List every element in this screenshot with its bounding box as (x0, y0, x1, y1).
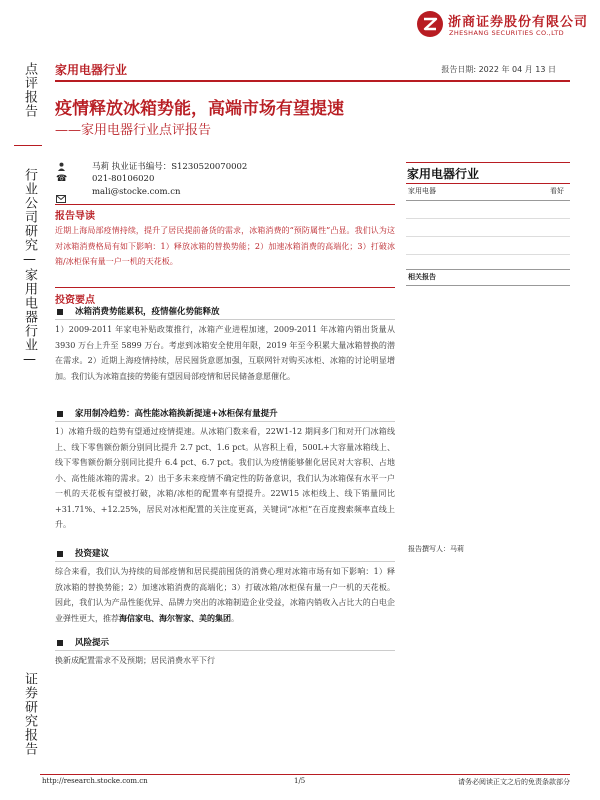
company-name-en: ZHESHANG SECURITIES CO.,LTD (449, 29, 565, 37)
person-icon (57, 162, 66, 173)
panel-line-5 (406, 269, 570, 270)
company-name: 浙商证券股份有限公司 (448, 15, 589, 30)
author-note: 报告撰写人：马莉 (408, 545, 464, 553)
footer-url[interactable]: http://research.stocke.com.cn (42, 777, 148, 785)
header-divider (55, 80, 570, 82)
analyst-phone: 021-80106020 (92, 174, 155, 184)
report-date: 报告日期: 2022 年 04 月 13 日 (441, 65, 556, 74)
bullet-point-1 (57, 309, 63, 315)
sidebar-bottom-label: 证券研究报告 (22, 672, 37, 756)
page-number: 1/5 (294, 777, 306, 785)
panel-top-rule (406, 162, 570, 163)
panel-line-2 (406, 218, 570, 219)
sidebar-divider (14, 145, 42, 146)
related-reports-rule (406, 285, 570, 286)
analyst-name: 马莉 执业证书编号：S1230520070002 (92, 162, 248, 172)
investment-heading: 投资要点 (55, 295, 95, 306)
point2-title: 家用制冷趋势：高性能冰箱换新提速+冰柜保有量提升 (75, 409, 278, 419)
sidebar-middle-label: 行业公司研究—家用电器行业— (22, 168, 37, 368)
point1-rule (55, 319, 395, 320)
point3-recommendation: 海信家电、海尔智家、美的集团 (119, 612, 231, 623)
point3-body: 综合来看，我们认为持续的局部疫情和居民提前囤货的消费心理对冰箱市场有如下影响：1）释放冰箱的替换势能；2）加速冰箱消费的高端化；3）打破冰箱/冰柜保有量一户一机的天花板。因此，我们认为产品性能优异、品牌力突出的冰箱制造企业受益，冰箱内销收入占比大的白电企业弹性更大，推荐 (55, 567, 395, 623)
panel-rating: 看好 (550, 187, 564, 195)
point1-text: 1）2009-2011 年家电补贴政策推行，冰箱产业进程加速，2009-2011 年冰箱内销出货量从 3930 万台上升至 5899 万台。考虑到冰箱安全使用年限，2019 年至今积累大量冰箱替换的潜在需求。2）近期上海疫情持续，居民囤货意愿加强，互联网针对购买冰柜、冰箱的讨论明显增加。我们认为冰箱直接的势能有望因局部疫情和居民储备意愿催化。 (55, 325, 395, 381)
report-title: 疫情释放冰箱势能，高端市场有望提速 (55, 99, 344, 119)
point3-rule (55, 561, 395, 562)
footer-disclaimer: 请务必阅读正文之后的免责条款部分 (458, 778, 570, 786)
panel-heading-rule (406, 183, 570, 184)
bullet-point-2 (57, 411, 63, 417)
summary-top-rule (55, 204, 395, 205)
bullet-point-3 (57, 551, 63, 557)
panel-category: 家用电器 (408, 187, 436, 195)
point4-rule (55, 650, 395, 651)
panel-line-3 (406, 236, 570, 237)
summary-text: 近期上海局部疫情持续，提升了居民提前备货的需求，冰箱消费的“预防属性”凸显。我们认为这对冰箱消费格局有如下影响：1）释放冰箱的替换势能；2）加速冰箱消费的高端化；3）打破冰箱/冰柜保有量一户一机的天花板。 (55, 226, 395, 266)
phone-icon: ☎ (56, 174, 68, 184)
company-logo (416, 10, 444, 38)
related-reports-heading: 相关报告 (408, 273, 436, 281)
sidebar-top-label: 点评报告 (22, 62, 37, 118)
point2-text: 1）冰箱升级的趋势有望通过疫情提速。从冰箱门数来看，22W1-12 期间多门和对开门冰箱线上、线下零售额份额分别同比提升 2.7 pct、1.6 pct。从容积上看，500L+大容量冰箱线上、线下零售额份额分别同比提升 6.4 pct、6.7 pct。我们认为疫情能够催化居民对大容积、占地小、高性能冰箱的需求。2）出于多未来疫情不确定性的防备意识，我们认为冰箱保有水平一户一机的天花板有望被打破，冰箱/冰柜的配置率有望提升。22W15 冰柜线上、线下销量同比+31.71%、+12.25%，居民对冰柜配置的关注度更高，关键词“冰柜”在百度搜索频率直线上升。 (55, 427, 395, 529)
summary-heading: 报告导读 (55, 211, 95, 222)
point3-title: 投资建议 (75, 549, 110, 559)
panel-line-1 (406, 200, 570, 201)
panel-heading: 家用电器行业 (407, 167, 480, 181)
bullet-point-4 (57, 640, 63, 646)
point2-rule (55, 421, 395, 422)
point1-title: 冰箱消费势能累积，疫情催化势能释放 (75, 307, 220, 317)
point3-end: 。 (231, 613, 239, 623)
industry-label: 家用电器行业 (55, 63, 128, 77)
point4-title: 风险提示 (75, 638, 110, 648)
summary-bottom-rule (55, 287, 395, 288)
footer-rule (40, 774, 570, 775)
analyst-email[interactable]: mali@stocke.com.cn (92, 187, 181, 197)
report-subtitle: ——家用电器行业点评报告 (55, 123, 212, 138)
panel-line-4 (406, 254, 570, 255)
point3-text (55, 564, 395, 626)
point4-text: 换新成配置需求不及预期；居民消费水平下行 (55, 656, 215, 665)
